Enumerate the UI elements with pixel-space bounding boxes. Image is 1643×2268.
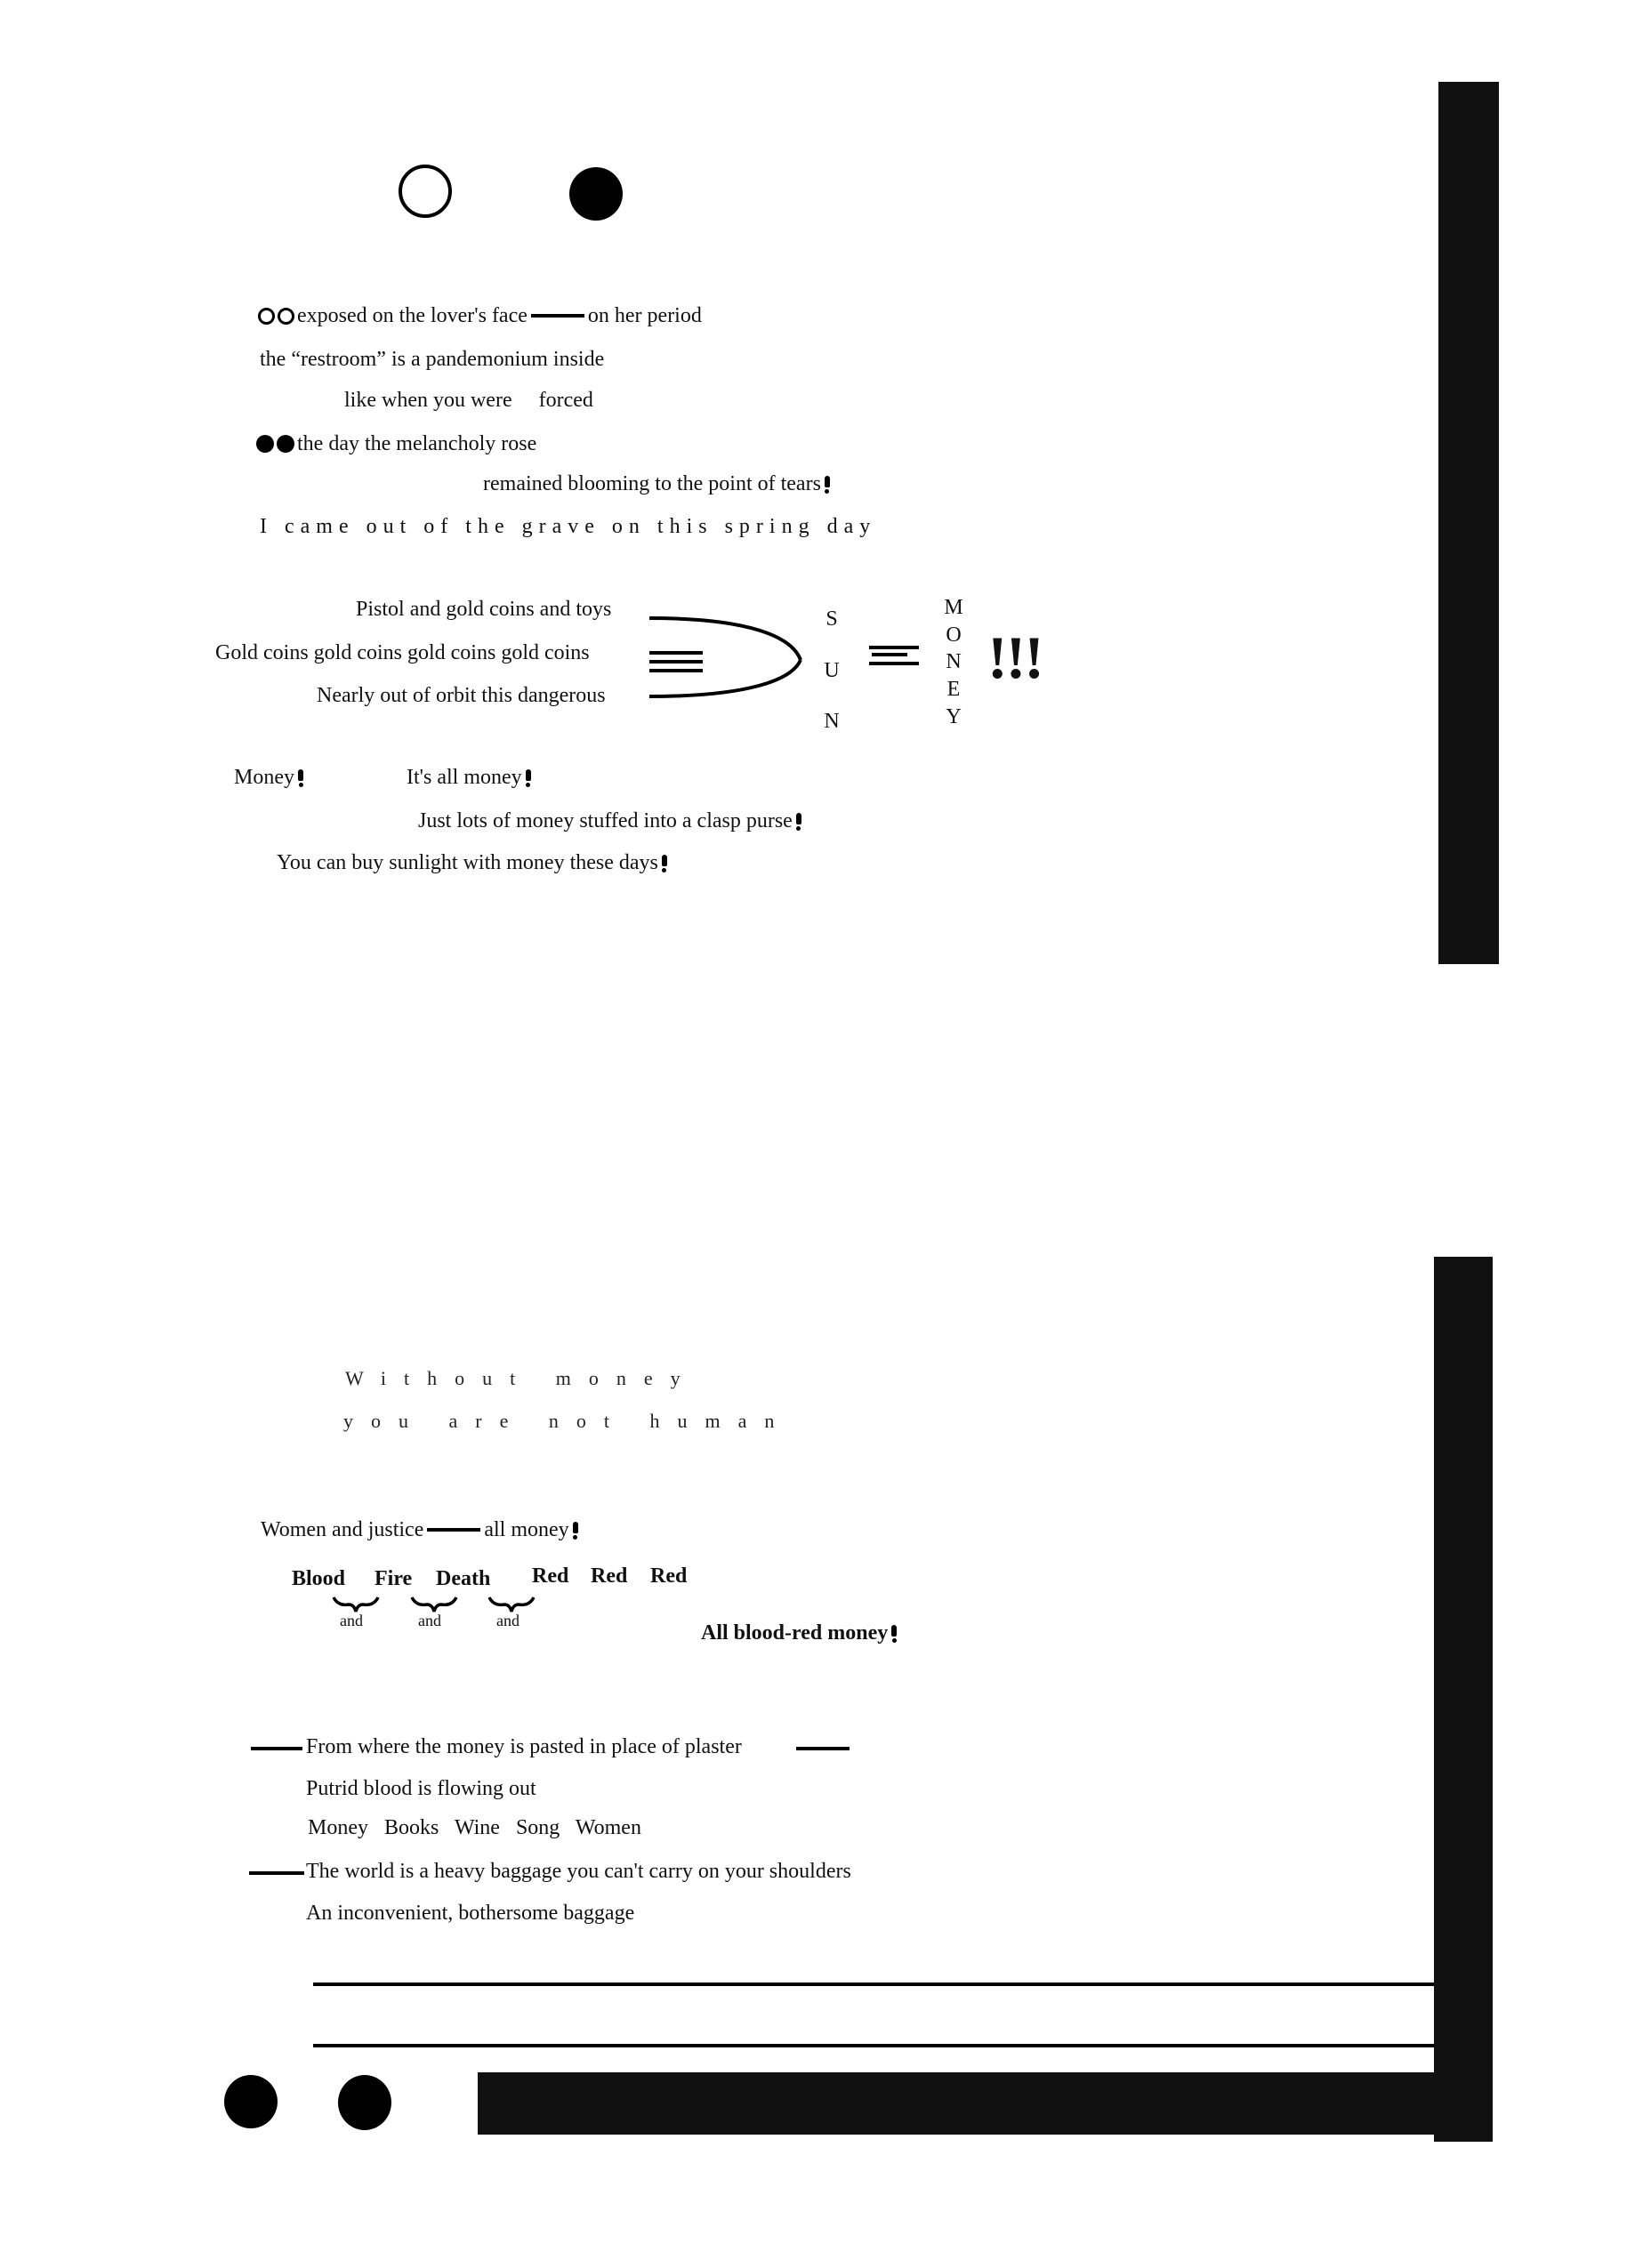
hollow-circle-icon <box>258 308 275 325</box>
word-red-3: Red <box>650 1564 688 1588</box>
spaced-line-1: Without money <box>345 1367 698 1389</box>
triple-exclamation: !!! <box>987 623 1043 691</box>
money-line-3: Just lots of money stuffed into a clasp purse <box>418 810 801 832</box>
dash-mark <box>249 1871 304 1875</box>
word-fire: Fire <box>375 1567 413 1590</box>
women-justice-line: Women and justice all money <box>261 1519 578 1540</box>
left-line-2: Gold coins gold coins gold coins gold coins <box>215 641 590 664</box>
exclamation-icon <box>661 855 667 873</box>
money-line-1: Money <box>234 767 303 788</box>
dash-mark <box>531 314 584 318</box>
horizontal-bar-bottom <box>478 2072 1434 2135</box>
word-red-1: Red <box>532 1564 569 1588</box>
money-vertical: M O N E Y <box>944 596 963 728</box>
exclamation-icon <box>795 813 801 831</box>
and-label-2: and <box>418 1612 441 1629</box>
verse2-line-1: From where the money is pasted in place of plaster <box>306 1735 742 1758</box>
word-blood: Blood <box>292 1567 346 1590</box>
left-line-1: Pistol and gold coins and toys <box>356 598 612 621</box>
hollow-circle-icon <box>399 165 452 218</box>
filled-circle-icon <box>256 435 274 453</box>
money-line-4: You can buy sunlight with money these days <box>277 852 667 873</box>
and-label-3: and <box>496 1612 519 1629</box>
horizontal-rule-1 <box>313 1982 1436 1986</box>
verse2-line-2: Putrid blood is flowing out <box>306 1777 536 1800</box>
verse-line-5: remained blooming to the point of tears <box>483 473 830 495</box>
spaced-line-2: you are not human <box>343 1410 793 1432</box>
filled-circle-icon <box>569 167 623 221</box>
verse-line-3: like when you were forced <box>344 389 593 412</box>
exclamation-icon <box>297 769 303 787</box>
verse-line-6: I came out of the grave on this spring day <box>260 515 877 538</box>
vertical-bar-top <box>1438 82 1499 964</box>
exclamation-icon <box>572 1522 578 1540</box>
dash-mark <box>251 1747 302 1750</box>
filled-circle-icon <box>338 2075 391 2130</box>
money-line-2: It's all money <box>407 767 531 788</box>
dash-mark <box>796 1747 850 1750</box>
dash-mark <box>427 1528 480 1532</box>
verse-line-1: exposed on the lover's face on her period <box>258 305 702 326</box>
and-label-1: and <box>340 1612 363 1629</box>
vertical-bar-bottom <box>1434 1257 1493 2142</box>
exclamation-icon <box>824 476 830 494</box>
word-death: Death <box>436 1567 491 1590</box>
word-red-2: Red <box>591 1564 628 1588</box>
exclamation-icon <box>525 769 531 787</box>
filled-circle-icon <box>277 435 294 453</box>
horizontal-rule-2 <box>313 2044 1436 2047</box>
equals-sign <box>867 639 921 674</box>
all-blood-red-money: All blood-red money <box>701 1622 897 1644</box>
verse2-line-4: The world is a heavy baggage you can't carry on your shoulders <box>306 1860 851 1883</box>
verse2-line-5: An inconvenient, bothersome baggage <box>306 1902 635 1925</box>
verse-line-4: the day the melancholy rose <box>256 433 536 454</box>
exclamation-icon <box>890 1625 897 1643</box>
verse2-line-3: Money Books Wine Song Women <box>308 1816 641 1839</box>
left-line-3: Nearly out of orbit this dangerous <box>317 684 606 707</box>
hollow-circle-icon <box>278 308 294 325</box>
verse-line-2: the “restroom” is a pandemonium inside <box>260 348 605 371</box>
sun-vertical: S U N <box>824 607 840 734</box>
filled-circle-icon <box>224 2075 278 2128</box>
